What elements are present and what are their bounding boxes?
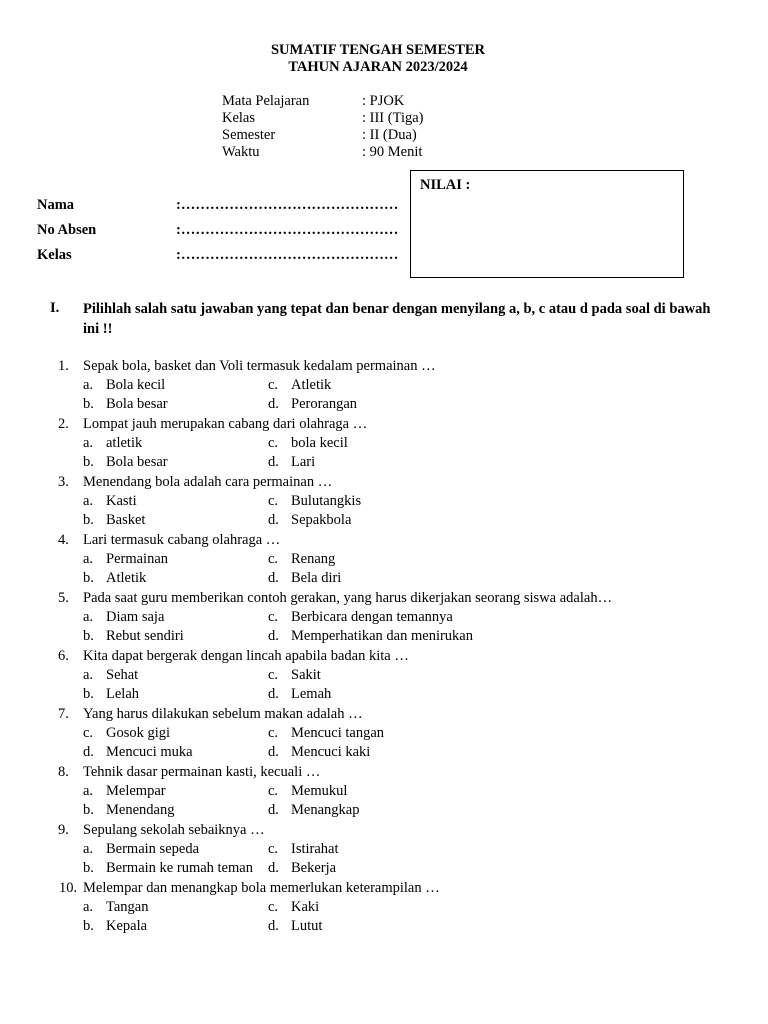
option-letter: b. [83,570,94,586]
option-text: Bermain sepeda [106,841,200,857]
option-text: Basket [106,512,146,528]
option-text: Memukul [291,783,348,799]
student-field-blank[interactable]: :……………………………………… [176,222,399,238]
question-item [0,415,768,473]
option-letter: d. [268,686,279,702]
option-text: Menendang [106,802,175,818]
option-text: Atletik [291,377,332,393]
info-label: Kelas [222,110,256,126]
option-letter: a. [83,899,94,915]
option-text: Berbicara dengan temannya [291,609,453,625]
question-text: Melempar dan menangkap bola memerlukan keterampilan … [83,880,440,896]
option-text: Kepala [106,918,148,934]
option-letter: b. [83,454,94,470]
question-text: Sepak bola, basket dan Voli termasuk kedalam permainan … [83,358,436,374]
option-text: Bekerja [291,860,337,876]
option-letter: b. [83,396,94,412]
option-text: Rebut sendiri [106,628,184,644]
question-text: Yang harus dilakukan sebelum makan adalah … [83,706,363,722]
question-text: Lari termasuk cabang olahraga … [83,532,281,548]
option-letter: b. [83,512,94,528]
option-letter: c. [268,609,279,625]
option-letter: c. [268,841,279,857]
question-number: 3. [58,474,69,490]
question-number: 1. [58,358,69,374]
question-number: 9. [58,822,69,838]
question-item [0,357,768,415]
option-letter: d. [268,512,279,528]
option-text: Bola besar [106,454,168,470]
option-text: Melempar [106,783,166,799]
option-text: Gosok gigi [106,725,171,741]
question-item [0,647,768,705]
option-text: Bola kecil [106,377,166,393]
option-letter: a. [83,841,94,857]
option-letter: d. [268,744,279,760]
option-letter: d. [268,918,279,934]
info-label: Mata Pelajaran [222,93,310,109]
question-text: Tehnik dasar permainan kasti, kecuali … [83,764,321,780]
option-letter: c. [83,725,94,741]
question-number: 5. [58,590,69,606]
question-number: 10. [59,880,78,896]
option-letter: c. [268,551,279,567]
info-value: : PJOK [362,93,405,109]
student-field-label: Kelas [37,247,72,263]
score-box[interactable] [410,170,684,278]
info-label: Semester [222,127,276,143]
question-number: 2. [58,416,69,432]
option-text: atletik [106,435,143,451]
option-letter: b. [83,686,94,702]
option-text: Sakit [291,667,321,683]
option-text: Kasti [106,493,137,509]
question-text: Kita dapat bergerak dengan lincah apabila badan kita … [83,648,409,664]
option-letter: c. [268,667,279,683]
info-value: : III (Tiga) [362,110,424,126]
question-item [0,879,768,937]
option-text: Memperhatikan dan menirukan [291,628,473,644]
option-text: Kaki [291,899,320,915]
option-text: Lelah [106,686,140,702]
option-text: Tangan [106,899,149,915]
option-text: Renang [291,551,336,567]
info-value: : II (Dua) [362,127,417,143]
option-text: Mencuci muka [106,744,193,760]
student-field-blank[interactable]: :……………………………………… [176,197,399,213]
option-letter: d. [268,860,279,876]
option-text: Sepakbola [291,512,352,528]
question-item [0,589,768,647]
option-text: Lari [291,454,316,470]
option-letter: a. [83,377,94,393]
option-text: Mencuci kaki [291,744,371,760]
option-text: Bela diri [291,570,342,586]
option-letter: d. [83,744,94,760]
score-label: NILAI : [420,177,471,193]
option-letter: a. [83,667,94,683]
question-text: Lompat jauh merupakan cabang dari olahraga … [83,416,368,432]
option-text: Diam saja [106,609,165,625]
question-number: 7. [58,706,69,722]
section-instruction: Pilihlah salah satu jawaban yang tepat dan benar dengan menyilang a, b, c atau d pada soal di bawah ini !! [83,301,711,337]
section-number: I. [50,300,60,316]
option-letter: c. [268,435,279,451]
question-number: 8. [58,764,69,780]
option-text: Lemah [291,686,332,702]
question-item [0,705,768,763]
option-letter: c. [268,377,279,393]
option-letter: c. [268,725,279,741]
option-text: Bermain ke rumah teman [106,860,253,876]
student-field-label: No Absen [37,222,97,238]
option-text: Bulutangkis [291,493,362,509]
option-text: Bola besar [106,396,168,412]
option-letter: b. [83,918,94,934]
option-text: Lutut [291,918,323,934]
question-text: Pada saat guru memberikan contoh gerakan, yang harus dikerjakan seorang siswa adalah… [83,590,613,606]
question-item [0,473,768,531]
option-text: Menangkap [291,802,360,818]
question-list [0,357,768,937]
option-letter: d. [268,396,279,412]
question-text: Menendang bola adalah cara permainan … [83,474,333,490]
option-letter: c. [268,783,279,799]
option-letter: a. [83,493,94,509]
option-letter: d. [268,628,279,644]
student-field-blank[interactable]: :……………………………………… [176,247,399,263]
option-text: Istirahat [291,841,339,857]
option-letter: b. [83,860,94,876]
option-text: Sehat [106,667,139,683]
option-letter: d. [268,802,279,818]
option-letter: a. [83,435,94,451]
option-letter: c. [268,899,279,915]
option-letter: a. [83,551,94,567]
option-text: Atletik [106,570,147,586]
student-field-label: Nama [37,197,75,213]
question-text: Sepulang sekolah sebaiknya … [83,822,265,838]
question-number: 4. [58,532,69,548]
option-letter: c. [268,493,279,509]
option-text: bola kecil [291,435,348,451]
exam-title: SUMATIF TENGAH SEMESTER [270,42,486,58]
option-letter: a. [83,783,94,799]
option-letter: b. [83,802,94,818]
option-text: Perorangan [291,396,358,412]
academic-year: TAHUN AJARAN 2023/2024 [288,59,468,75]
question-item [0,531,768,589]
option-letter: a. [83,609,94,625]
option-text: Mencuci tangan [291,725,385,741]
info-label: Waktu [222,144,260,160]
info-value: : 90 Menit [362,144,423,160]
question-number: 6. [58,648,69,664]
option-letter: d. [268,570,279,586]
option-letter: d. [268,454,279,470]
question-item [0,763,768,821]
option-letter: b. [83,628,94,644]
question-item [0,821,768,879]
option-text: Permainan [106,551,169,567]
